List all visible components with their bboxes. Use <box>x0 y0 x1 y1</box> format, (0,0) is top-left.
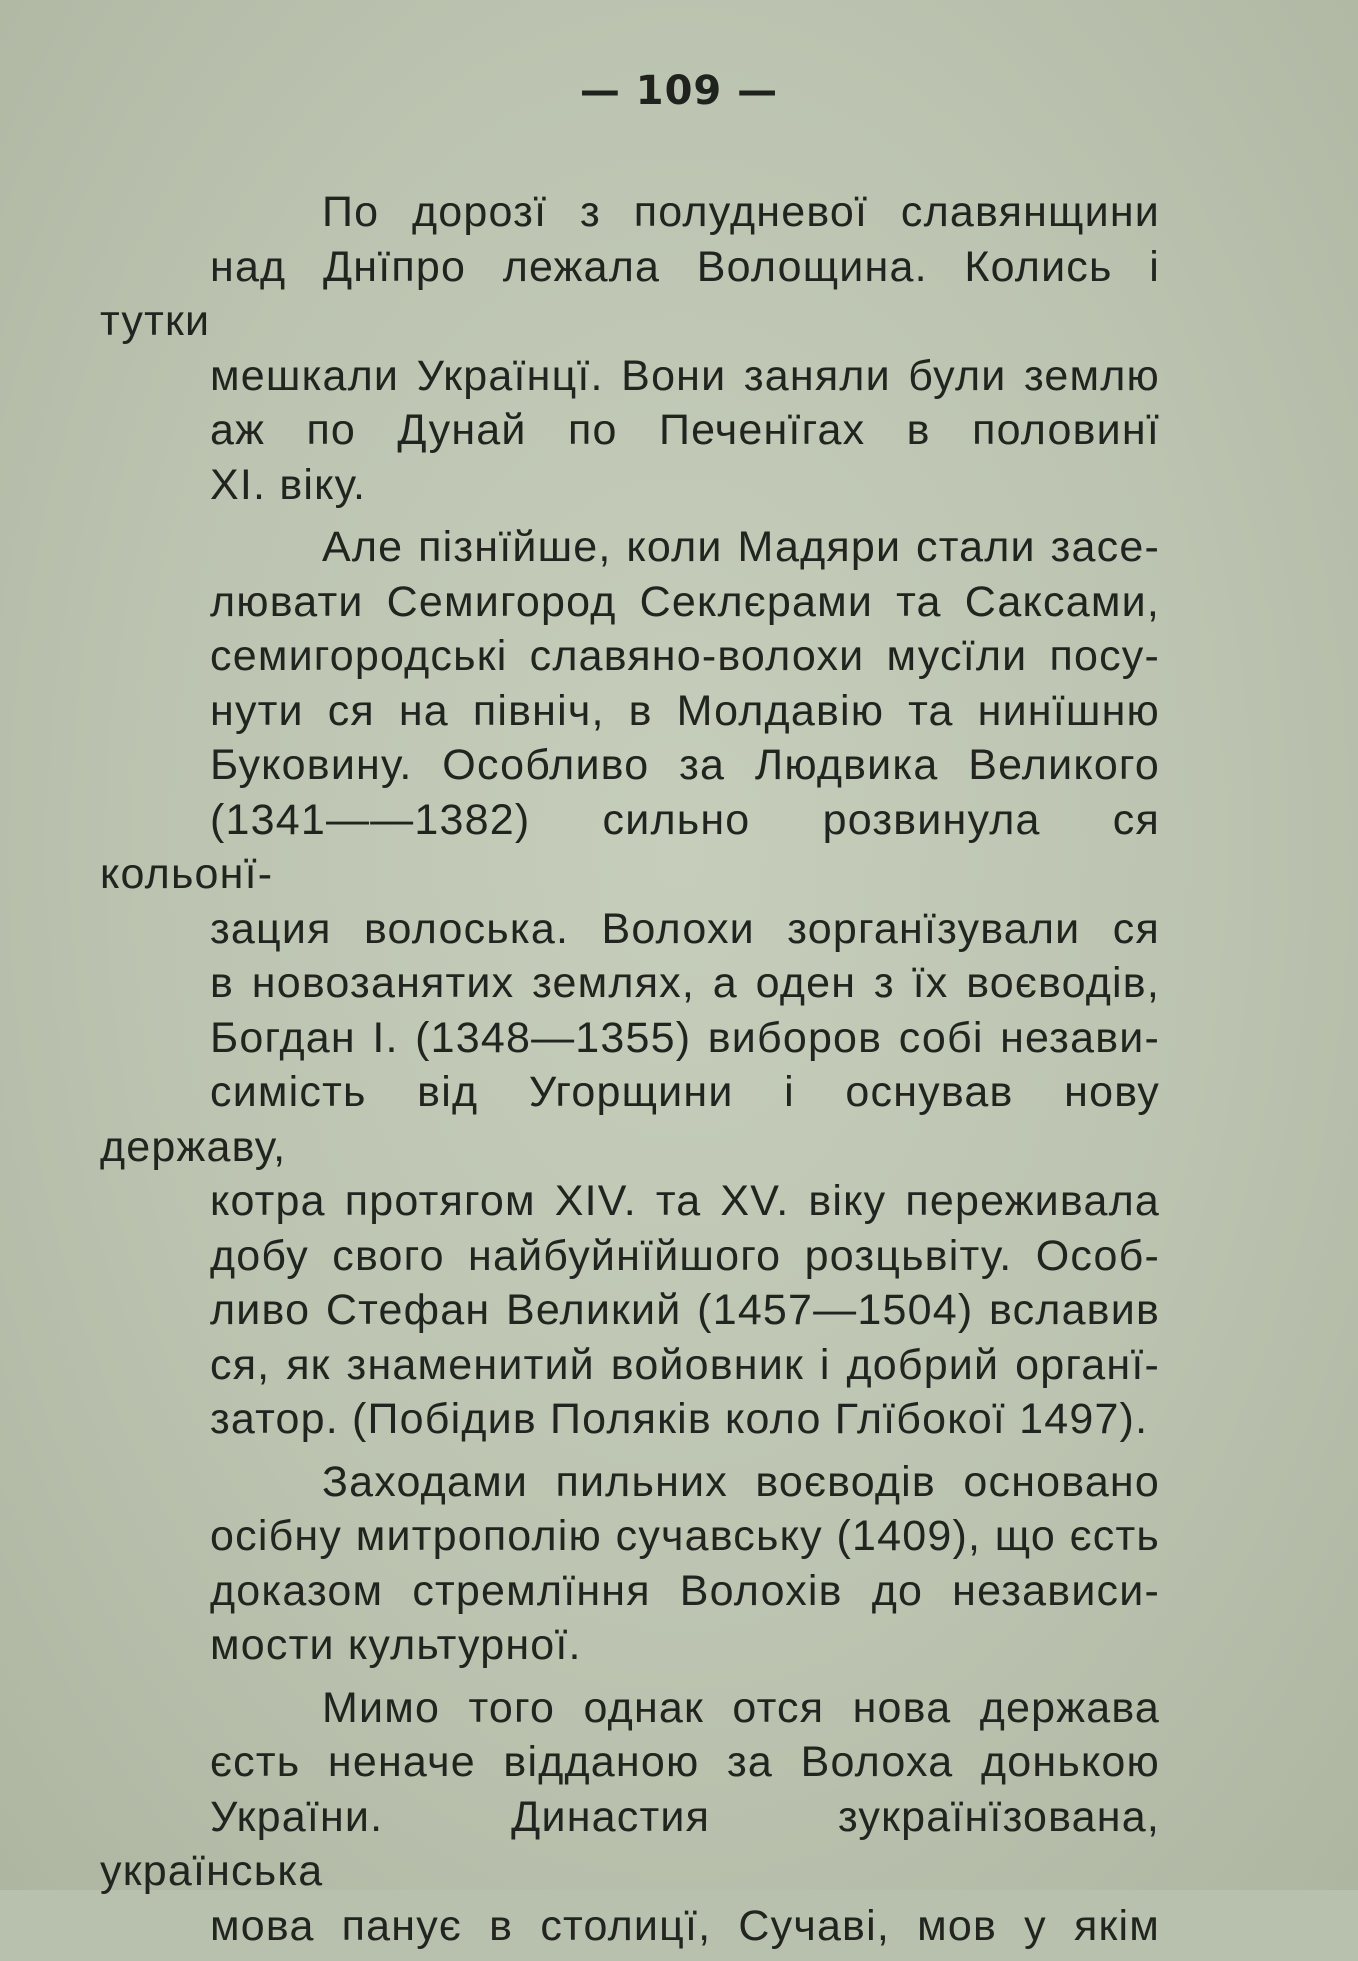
text-line: мости культурної. <box>210 1621 582 1669</box>
text-line: єсть неначе відданою за Волоха донькою <box>210 1738 1160 1786</box>
text-line: Богдан I. (1348—1355) виборов собі незави- <box>210 1013 1160 1062</box>
paragraph-1 <box>100 185 1160 512</box>
text-line: Заходами пильних воєводів основано <box>322 1457 1160 1506</box>
text-line: котра протягом XIV. та XV. віку переживала <box>210 1177 1160 1225</box>
text-line: лювати Семигород Секлєрами та Саксами, <box>210 577 1160 626</box>
text-line: симість від Угорщини і оснував нову державу, <box>100 1068 1160 1171</box>
text-line: затор. (Побідив Поляків коло Глїбокої 1497). <box>210 1395 1149 1443</box>
text-line: (1341——1382) сильно розвинула ся кольонї- <box>100 795 1160 898</box>
text-line: осібну митрополію сучавську (1409), що єсть <box>210 1512 1160 1560</box>
text-line: Буковину. Особливо за Людвика Великого <box>210 741 1160 789</box>
text-line: мешкали Українцї. Вони заняли були землю <box>210 351 1160 400</box>
text-line: добу свого найбуйнїйшого розцьвіту. Особ- <box>210 1231 1160 1280</box>
page-number: — 109 — <box>579 68 779 114</box>
text-line: семигородські славяно-волохи мусїли посу- <box>210 632 1160 680</box>
paragraph-4 <box>100 1681 1160 1954</box>
body-text <box>100 185 1160 1961</box>
text-line: над Днїпро лежала Волощина. Колись і тутки <box>100 242 1160 345</box>
paragraph-2 <box>100 520 1160 1447</box>
text-line: доказом стремлїння Волохів до независи- <box>210 1566 1160 1615</box>
text-line: Але пізнїйше, коли Мадяри стали засе- <box>322 523 1160 571</box>
text-line: аж по Дунай по Печенїгах в половинї <box>210 406 1160 454</box>
text-line: України. Династия зукраїнїзована, українська <box>100 1792 1160 1895</box>
text-line: ливо Стефан Великий (1457—1504) вславив <box>210 1286 1160 1334</box>
text-line: в новозанятих землях, а оден з їх воєводів, <box>210 959 1160 1007</box>
text-line: XI. віку. <box>210 460 367 509</box>
text-line: ся, як знаменитий войовник і добрий органї- <box>210 1340 1160 1389</box>
text-line: зация волоська. Волохи зорганїзували ся <box>210 904 1160 953</box>
text-line: нути ся на північ, в Молдавію та нинїшню <box>210 686 1160 735</box>
text-line: По дорозї з полудневої славянщини <box>322 188 1160 236</box>
text-line: мова панує в столицї, Сучаві, мов у якім <box>210 1901 1160 1950</box>
paragraph-3 <box>100 1455 1160 1673</box>
text-line: Мимо того однак отся нова держава <box>322 1683 1160 1732</box>
